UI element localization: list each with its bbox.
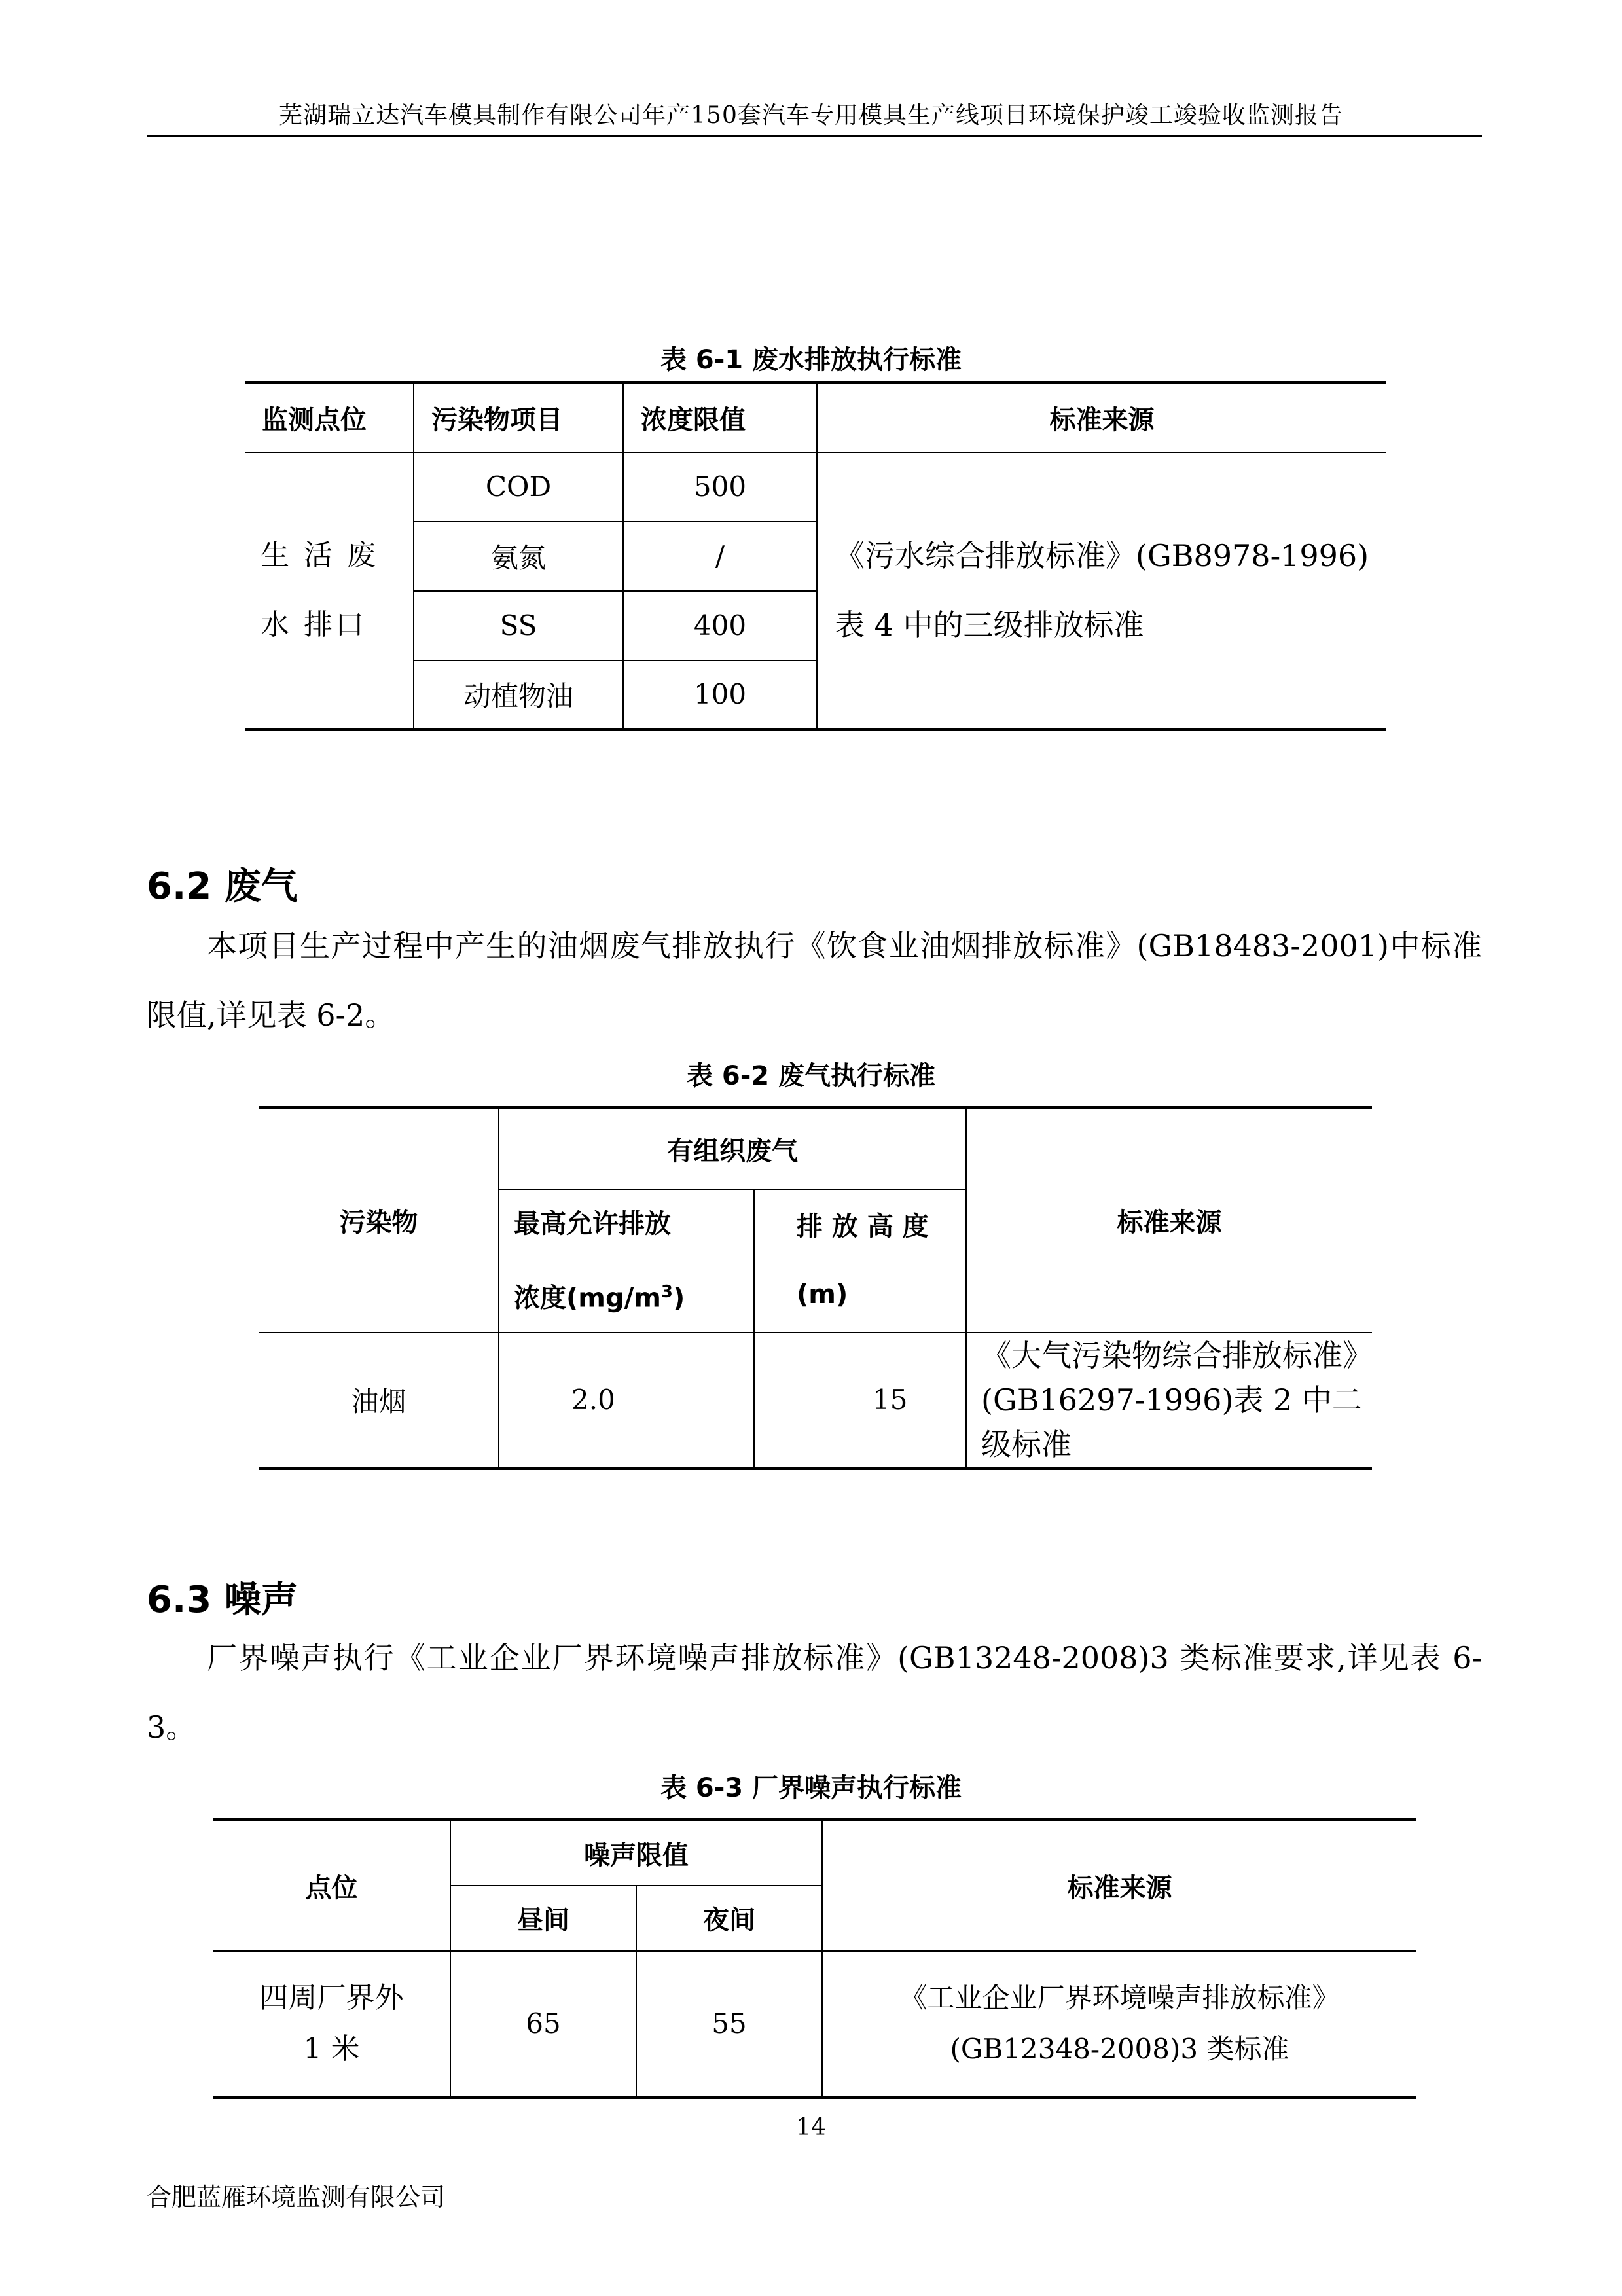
table3-day: 65 bbox=[450, 1951, 636, 2098]
table2-height: 15 bbox=[754, 1333, 966, 1469]
table1-pollutant: SS bbox=[414, 591, 623, 660]
table1-header-location: 监测点位 bbox=[245, 383, 414, 452]
table2-header-height bbox=[754, 1189, 966, 1333]
table2 bbox=[259, 1106, 1372, 1470]
table1-header-source: 标准来源 bbox=[817, 383, 1386, 452]
table2-header-concentration-line2: 浓度$(mg/m^3)$ bbox=[514, 1282, 685, 1313]
table2-header-height-line2: (m) bbox=[797, 1280, 848, 1310]
table2-caption: 表 6-2 废气执行标准 bbox=[686, 1061, 936, 1091]
footer-company: 合肥蓝雁环境监测有限公司 bbox=[147, 2183, 446, 2212]
table1-limit: 500 bbox=[623, 452, 817, 522]
page-number: 14 bbox=[796, 2114, 826, 2141]
table1-caption: 表 6-1 废水排放执行标准 bbox=[660, 345, 962, 375]
table1-header-limit: 浓度限值 bbox=[623, 383, 817, 452]
table2-header-source: 标准来源 bbox=[966, 1108, 1372, 1333]
table3-source bbox=[822, 1951, 1416, 2098]
table1-limit: 400 bbox=[623, 591, 817, 660]
table2-concentration: 2.0 bbox=[499, 1333, 754, 1469]
document-header: 芜湖瑞立达汽车模具制作有限公司年产150套汽车专用模具生产线项目环境保护竣工竣验收监测报告 bbox=[279, 102, 1343, 129]
table2-header-pollutant: 污染物 bbox=[259, 1108, 499, 1333]
table3-header-source: 标准来源 bbox=[822, 1820, 1416, 1951]
table1-limit: / bbox=[623, 522, 817, 591]
table2-pollutant: 油烟 bbox=[259, 1333, 499, 1469]
table3-header-point: 点位 bbox=[213, 1820, 450, 1951]
table2-header-concentration-line1: 最高允许排放 bbox=[514, 1208, 671, 1239]
table1-source-line1: 《污水综合排放标准》(GB8978-1996) bbox=[835, 537, 1369, 573]
table3-caption: 表 6-3 厂界噪声执行标准 bbox=[660, 1773, 962, 1803]
table1-location: 生 活 废 水 排口 bbox=[245, 452, 414, 730]
table3-source-line2: (GB12348-2008)3 类标准 bbox=[950, 2032, 1289, 2065]
table1-pollutant: 动植物油 bbox=[414, 660, 623, 730]
table3-header-night: 夜间 bbox=[636, 1886, 822, 1951]
table1-header-pollutant: 污染物项目 bbox=[414, 383, 623, 452]
table1-source-line2: 表 4 中的三级排放标准 bbox=[835, 607, 1144, 643]
table1-pollutant: 氨氮 bbox=[414, 522, 623, 591]
section-6-3-paragraph: 厂界噪声执行《工业企业厂界环境噪声排放标准》(GB13248-2008)3 类标准要求,详见表 6-3。 bbox=[147, 1640, 1482, 1745]
table3-header-limit: 噪声限值 bbox=[450, 1820, 822, 1886]
section-6-3-heading: 6.3 噪声 bbox=[147, 1579, 298, 1621]
table1 bbox=[245, 381, 1386, 731]
table3-night: 55 bbox=[636, 1951, 822, 2098]
section-6-2-paragraph: 本项目生产过程中产生的油烟废气排放执行《饮食业油烟排放标准》(GB18483-2001)中标准限值,详见表 6-2。 bbox=[147, 928, 1482, 1033]
table3 bbox=[213, 1818, 1416, 2099]
table3-point bbox=[213, 1951, 450, 2098]
table2-source: 《大气污染物综合排放标准》(GB16297-1996)表 2 中二级标准 bbox=[981, 1337, 1362, 1462]
table1-pollutant: COD bbox=[414, 452, 623, 522]
table1-source bbox=[817, 452, 1386, 730]
table3-point-line2: 1 米 bbox=[303, 2032, 360, 2066]
table3-header-day: 昼间 bbox=[450, 1886, 636, 1951]
table2-header-group: 有组织废气 bbox=[499, 1108, 966, 1189]
table3-source-line1: 《工业企业厂界环境噪声排放标准》 bbox=[899, 1981, 1340, 2014]
header-divider bbox=[147, 135, 1482, 137]
table1-limit: 100 bbox=[623, 660, 817, 730]
table3-point-line1: 四周厂界外 bbox=[259, 1981, 404, 2015]
table2-header-concentration bbox=[499, 1189, 754, 1333]
table2-header-height-line1: 排 放 高 度 bbox=[797, 1211, 929, 1242]
section-6-2-heading: 6.2 废气 bbox=[147, 865, 298, 908]
